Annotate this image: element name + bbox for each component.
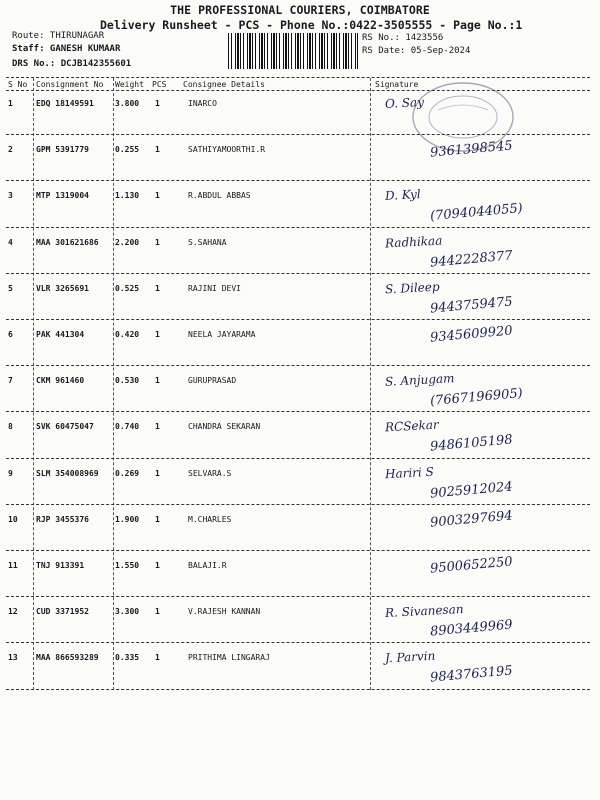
barcode-bar	[252, 33, 253, 69]
signature-name: RCSekar	[384, 417, 440, 435]
row-separator	[6, 319, 590, 320]
signature-name: D. Kyl	[384, 187, 421, 204]
cell-consignment: CKM 961460	[36, 376, 85, 386]
cell-consignee: NEELA JAYARAMA	[188, 330, 256, 339]
cell-consignee: V.RAJESH KANNAN	[188, 607, 261, 617]
signature-name: R. Sivanesan	[384, 602, 464, 621]
barcode-bar	[355, 33, 356, 69]
barcode-bar	[267, 33, 268, 69]
cell-weight: 0.530	[115, 376, 140, 386]
barcode-bar	[331, 33, 332, 69]
cell-sno: 11	[8, 561, 18, 570]
cell-sno: 4	[8, 237, 13, 247]
barcode-bar	[240, 33, 241, 69]
row-separator	[6, 504, 590, 505]
cell-consignment: TNJ 913391	[36, 561, 85, 570]
barcode-bar	[288, 33, 289, 69]
barcode-bar	[255, 33, 256, 69]
barcode-bar	[345, 33, 347, 69]
barcode-bar	[351, 33, 352, 69]
barcode-bar	[273, 33, 275, 69]
signature-name: S. Anjugam	[384, 371, 455, 389]
signature-name: Hariri S	[384, 464, 435, 481]
signature-phone: 9500652250	[429, 554, 514, 577]
table-top-rule	[6, 77, 590, 78]
barcode-bar	[283, 33, 284, 69]
rs-date: RS Date: 05-Sep-2024	[362, 46, 471, 56]
row-separator	[6, 689, 590, 690]
cell-consignee: R.ABDUL ABBAS	[188, 191, 251, 201]
barcode-bar	[307, 33, 308, 69]
barcode-bar	[297, 33, 299, 69]
cell-pcs: 1	[155, 376, 160, 386]
header-bottom-rule	[6, 90, 590, 91]
barcode-bar	[343, 33, 344, 69]
barcode-bar	[247, 33, 248, 69]
cell-consignment: MAA 301621686	[36, 237, 99, 247]
cell-weight: 3.800	[115, 99, 140, 108]
barcode-image	[228, 33, 358, 69]
cell-consignment: MAA 866593289	[36, 653, 99, 663]
barcode-bar	[243, 33, 244, 69]
row-separator	[6, 180, 590, 181]
cell-weight: 2.200	[115, 237, 140, 247]
cell-consignment: SLM 354008969	[36, 468, 99, 478]
signature-phone: 9345609920	[429, 323, 514, 346]
signature-name: Radhikaa	[384, 233, 443, 251]
signature-phone: 9442228377	[429, 248, 514, 271]
cell-sno: 6	[8, 330, 13, 339]
cell-consignee: CHANDRA SEKARAN	[188, 422, 261, 432]
cell-pcs: 1	[155, 99, 160, 108]
cell-consignment: SVK 60475047	[36, 422, 94, 432]
cell-weight: 0.525	[115, 283, 140, 293]
cell-weight: 0.740	[115, 422, 140, 432]
signature-name: O. Say	[384, 94, 425, 112]
barcode-bar	[300, 33, 301, 69]
signature-phone: 9443759475	[429, 294, 514, 317]
cell-consignment: GPM 5391779	[36, 145, 89, 155]
row-separator	[6, 227, 590, 228]
cell-weight: 1.550	[115, 561, 140, 570]
barcode-bar	[315, 33, 316, 69]
signature-phone: 9025912024	[429, 479, 514, 502]
cell-weight: 0.269	[115, 468, 140, 478]
col-separator	[113, 78, 114, 690]
cell-sno: 3	[8, 191, 13, 201]
cell-pcs: 1	[155, 468, 160, 478]
row-separator	[6, 365, 590, 366]
barcode-bar	[321, 33, 323, 69]
barcode-bar	[259, 33, 260, 69]
cell-pcs: 1	[155, 653, 160, 663]
cell-consignee: SELVARA.S	[188, 468, 232, 478]
barcode-bar	[261, 33, 263, 69]
company-title: THE PROFESSIONAL COURIERS, COIMBATORE	[170, 3, 430, 17]
barcode-bar	[291, 33, 292, 69]
cell-consignment: VLR 3265691	[36, 283, 89, 293]
barcode-bar	[264, 33, 265, 69]
cell-sno: 5	[8, 283, 13, 293]
row-separator	[6, 596, 590, 597]
barcode-bar	[357, 33, 358, 69]
col-separator	[33, 78, 34, 690]
barcode-bar	[249, 33, 251, 69]
staff-label: Staff: GANESH KUMAAR	[12, 44, 121, 54]
barcode-bar	[285, 33, 287, 69]
col-separator	[370, 78, 371, 690]
cell-consignment: MTP 1319004	[36, 191, 89, 201]
cell-sno: 12	[8, 607, 18, 617]
cell-sno: 9	[8, 468, 13, 478]
signature-phone: 9003297694	[429, 508, 514, 531]
barcode-bar	[309, 33, 311, 69]
col-header-consignee: Consignee Details	[183, 80, 265, 89]
barcode-bar	[348, 33, 349, 69]
cell-sno: 7	[8, 376, 13, 386]
col-header-consignment: Consignment No	[36, 80, 104, 89]
cell-sno: 2	[8, 145, 13, 155]
cell-sno: 1	[8, 99, 13, 108]
signature-phone: 9486105198	[429, 432, 514, 455]
signature-phone: (7094044055)	[429, 201, 524, 225]
rs-number: RS No.: 1423556	[362, 33, 444, 43]
cell-consignment: RJP 3455376	[36, 514, 89, 524]
signature-name: J. Parvin	[384, 649, 436, 666]
barcode-bar	[312, 33, 313, 69]
col-header-signature: Signature	[375, 80, 419, 89]
cell-consignment: CUD 3371952	[36, 607, 89, 617]
drs-number: DRS No.: DCJB142355601	[12, 59, 132, 69]
barcode-bar	[339, 33, 340, 69]
signature-phone: 9843763195	[429, 663, 514, 686]
signature-phone: 9361398545	[429, 138, 514, 161]
barcode-bar	[336, 33, 337, 69]
row-separator	[6, 273, 590, 274]
route-label: Route: THIRUNAGAR	[12, 31, 105, 41]
cell-sno: 8	[8, 422, 13, 432]
cell-pcs: 1	[155, 422, 160, 432]
barcode-bar	[231, 33, 232, 69]
cell-consignment: PAK 441304	[36, 330, 85, 339]
cell-pcs: 1	[155, 330, 160, 339]
barcode-bar	[276, 33, 277, 69]
row-separator	[6, 550, 590, 551]
runsheet-subtitle: Delivery Runsheet - PCS - Phone No.:0422-3505555 - Page No.:1	[100, 18, 523, 32]
cell-weight: 3.300	[115, 607, 140, 617]
col-header-sno: S No	[8, 80, 28, 89]
signature-name: S. Dileep	[384, 279, 440, 297]
cell-consignee: INARCO	[188, 99, 217, 108]
barcode-bar	[324, 33, 325, 69]
cell-weight: 0.420	[115, 330, 140, 339]
cell-pcs: 1	[155, 607, 160, 617]
cell-consignee: M.CHARLES	[188, 514, 232, 524]
cell-consignee: SATHIYAMOORTHI.R	[188, 145, 266, 155]
barcode-bar	[279, 33, 280, 69]
cell-weight: 1.900	[115, 514, 140, 524]
cell-pcs: 1	[155, 237, 160, 247]
cell-sno: 13	[8, 653, 18, 663]
barcode-bar	[237, 33, 239, 69]
signature-phone: 8903449969	[429, 617, 514, 640]
barcode-bar	[303, 33, 304, 69]
cell-weight: 0.335	[115, 653, 140, 663]
cell-pcs: 1	[155, 283, 160, 293]
cell-consignee: BALAJI.R	[188, 561, 227, 570]
cell-consignee: PRITHIMA LINGARAJ	[188, 653, 270, 663]
barcode-bar	[228, 33, 229, 69]
cell-weight: 1.130	[115, 191, 140, 201]
cell-consignee: RAJINI DEVI	[188, 283, 241, 293]
row-separator	[6, 134, 590, 135]
cell-consignment: EDQ 18149591	[36, 99, 94, 108]
cell-pcs: 1	[155, 145, 160, 155]
barcode-bar	[235, 33, 236, 69]
barcode-bar	[333, 33, 335, 69]
row-separator	[6, 411, 590, 412]
cell-pcs: 1	[155, 561, 160, 570]
col-header-pcs: PCS	[152, 80, 167, 89]
cell-weight: 0.255	[115, 145, 140, 155]
barcode-bar	[327, 33, 328, 69]
row-separator	[6, 458, 590, 459]
cell-sno: 10	[8, 514, 18, 524]
cell-consignee: S.SAHANA	[188, 237, 227, 247]
row-separator	[6, 642, 590, 643]
col-header-weight: Weight	[115, 80, 144, 89]
cell-pcs: 1	[155, 514, 160, 524]
cell-pcs: 1	[155, 191, 160, 201]
barcode-bar	[319, 33, 320, 69]
cell-consignee: GURUPRASAD	[188, 376, 237, 386]
barcode-bar	[295, 33, 296, 69]
barcode-bar	[271, 33, 272, 69]
signature-phone: (7667196905)	[429, 386, 524, 410]
